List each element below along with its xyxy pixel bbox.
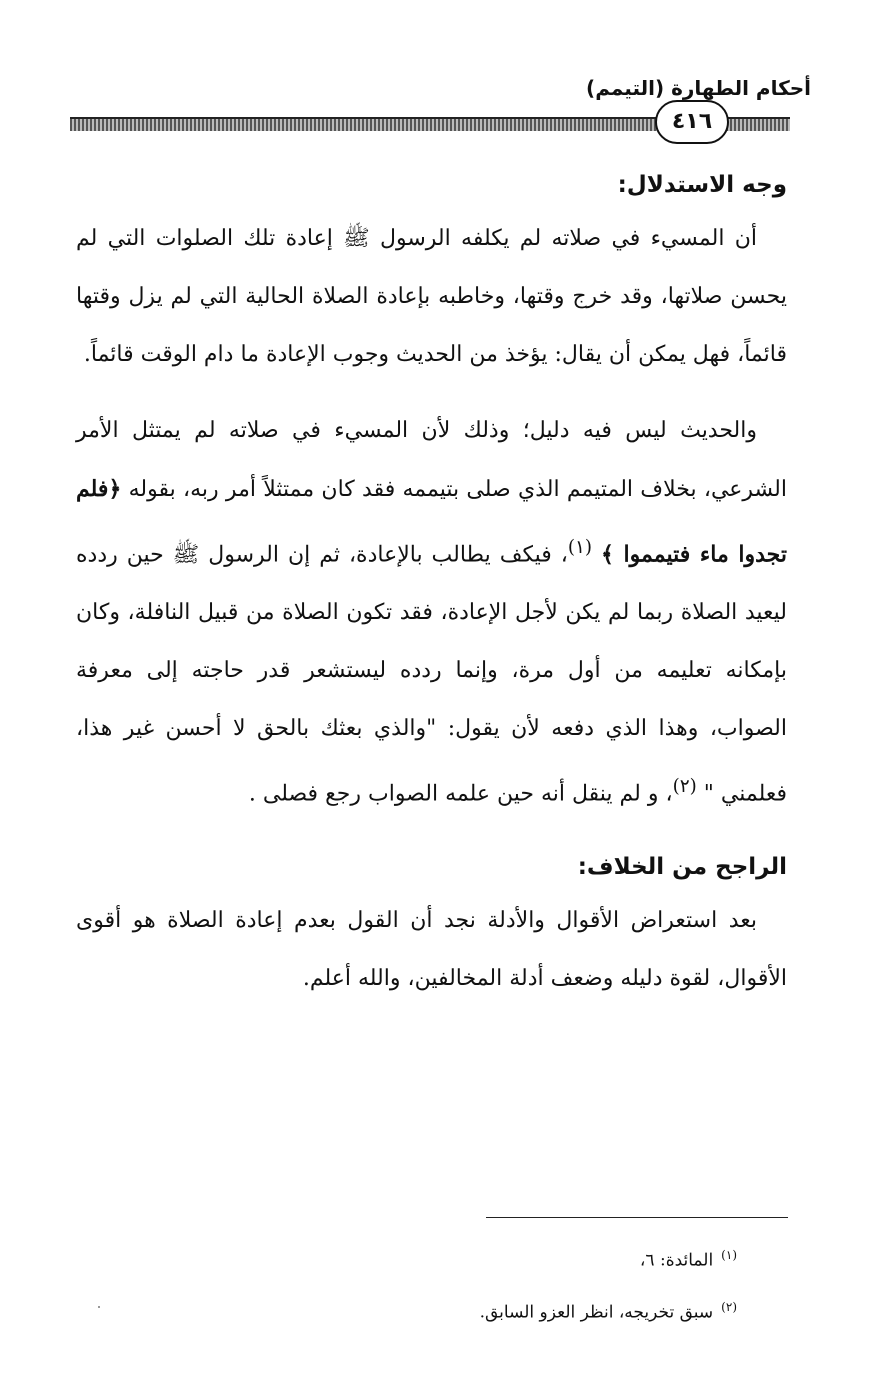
footnote-separator: [486, 1217, 788, 1218]
discussion-text-part1: والحديث ليس فيه دليل؛ وذلك لأن المسيء في صلاته لم يمتثل الأمر الشرعي، بخلاف المتيمم الذي صلى بتيممه فقد كان ممتثلاً أمر ربه، بقوله: [76, 418, 787, 502]
paragraph-discussion: [76, 402, 787, 824]
footnote-ref-1: (١): [567, 537, 593, 558]
footnote-marker: (١): [721, 1248, 737, 1262]
paragraph-conclusion: بعد استعراض الأقوال والأدلة نجد أن القول بعدم إعادة الصلاة هو أقوى الأقوال، لقوة دليله وضعف أدلة المخالفين، والله أعلم.: [76, 907, 787, 991]
print-speck: [98, 1306, 100, 1308]
footnote-1: [76, 1232, 737, 1284]
page-number: ٤١٦: [655, 100, 729, 144]
paragraph-gap: [76, 824, 787, 842]
quran-verse: ﴿فلم تجدوا ماء فتيمموا ﴾: [76, 476, 787, 568]
footnote-text: المائدة: ٦،: [639, 1250, 714, 1271]
running-header-title: أحكام الطهارة (التيمم): [586, 76, 811, 100]
footnote-text: سبق تخريجه، انظر العزو السابق.: [479, 1302, 714, 1323]
footnote-2: [76, 1284, 737, 1336]
footnotes: [76, 1232, 737, 1335]
paragraph-evidence: أن المسيء في صلاته لم يكلفه الرسول ﷺ إعادة تلك الصلوات التي لم يحسن صلاتها، وقد خرج وقتها، وخاطبه بإعادة الصلاة الحالية التي لم يزل وقتها قائماً، فهل يمكن أن يقال: يؤخذ من الحديث وجوب الإعادة ما دام الوقت قائماً.: [76, 226, 787, 367]
footnote-ref-2: (٢): [672, 776, 697, 798]
discussion-text-part2: ، فيكف يطالب بالإعادة، ثم إن الرسول ﷺ حين ردده ليعيد الصلاة ربما لم يكن لأجل الإعادة، فقد تكون الصلاة من قبيل النافلة، وكان بإمكانه تعليمه من أول مرة، وإنما ردده ليستشعر قدر حاجته إلى معرفة الصواب، وهذا الذي دفعه لأن يقول: "والذي بعثك بالحق لا أحسن غير هذا، فعلمني ": [76, 542, 787, 807]
section-heading-preferred: الراجح من الخلاف:: [577, 853, 787, 880]
paragraph-gap: [76, 384, 787, 402]
footnote-marker: (٢): [721, 1299, 737, 1314]
section-heading-evidence: وجه الاستدلال:: [617, 172, 787, 198]
discussion-text-part3: ، و لم ينقل أنه حين علمه الصواب رجع فصلى .: [248, 781, 673, 807]
page-body: [76, 160, 787, 1008]
